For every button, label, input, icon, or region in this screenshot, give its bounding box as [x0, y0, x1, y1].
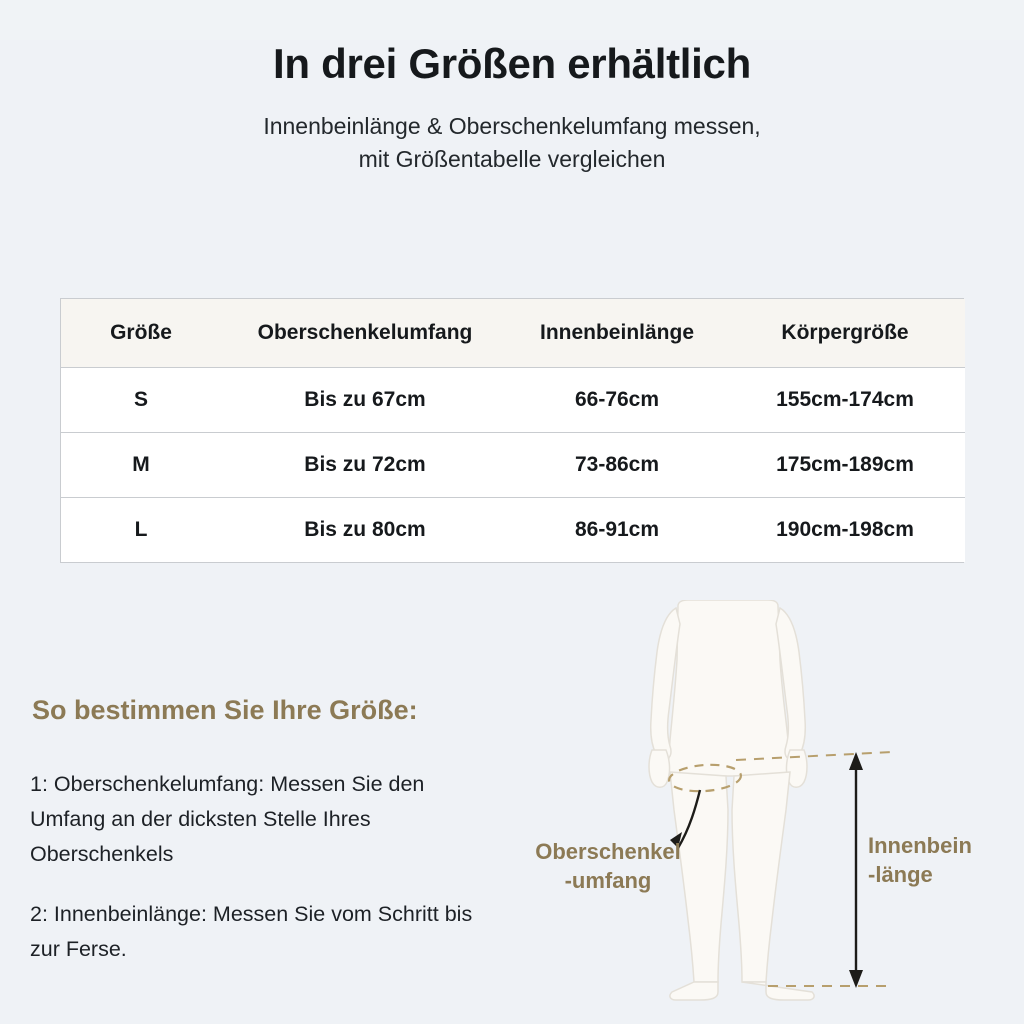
cell-thigh-circumference: Bis zu 80cm [221, 498, 509, 563]
body-silhouette-icon [649, 600, 814, 1000]
label-inseam-line-1: Innenbein [868, 833, 972, 858]
label-thigh-line-2: -umfang [564, 867, 652, 893]
size-table-body [61, 368, 965, 563]
cell-size: M [61, 433, 221, 498]
page-subtitle-line-2: mit Größentabelle vergleichen [358, 145, 666, 172]
size-table-head [61, 299, 965, 368]
size-guide-page [0, 40, 1024, 1024]
howto-title: So bestimmen Sie Ihre Größe: [32, 695, 418, 725]
label-thigh-line-1: Oberschenkel [535, 839, 681, 864]
howto-step-1: 1: Oberschenkelumfang: Messen Sie den Umfang an der dicksten Stelle Ihres Oberschenkels [30, 772, 425, 866]
size-table [61, 299, 965, 562]
column-header-body-height: Körpergröße [725, 299, 965, 368]
cell-size: S [61, 368, 221, 433]
column-header-inseam-length: Innenbeinlänge [509, 299, 725, 368]
page-title: In drei Größen erhältlich [273, 40, 751, 87]
cell-thigh-circumference: Bis zu 72cm [221, 433, 509, 498]
page-subtitle [0, 110, 1024, 175]
page-subtitle-line-1: Innenbeinlänge & Oberschenkelumfang messen, [263, 113, 761, 139]
howto-steps [30, 767, 500, 967]
inseam-measure-arrow-icon [849, 752, 863, 988]
cell-body-height: 175cm-189cm [725, 433, 965, 498]
column-header-thigh-circumference: Oberschenkelumfang [221, 299, 509, 368]
label-inseam-line-2: -länge [868, 861, 933, 887]
body-measure-illustration [500, 600, 1024, 1024]
table-row [61, 433, 965, 498]
howto-step-2: 2: Innenbeinlänge: Messen Sie vom Schritt bis zur Ferse. [30, 902, 473, 962]
cell-inseam-length: 66-76cm [509, 368, 725, 433]
table-row [61, 368, 965, 433]
cell-inseam-length: 73-86cm [509, 433, 725, 498]
cell-thigh-circumference: Bis zu 67cm [221, 368, 509, 433]
cell-inseam-length: 86-91cm [509, 498, 725, 563]
column-header-size: Größe [61, 299, 221, 368]
size-table-wrapper [60, 298, 964, 563]
cell-size: L [61, 498, 221, 563]
table-row [61, 498, 965, 563]
cell-body-height: 190cm-198cm [725, 498, 965, 563]
label-thigh-circumference [508, 838, 708, 895]
label-inseam-length [868, 832, 1018, 889]
table-header-row [61, 299, 965, 368]
cell-body-height: 155cm-174cm [725, 368, 965, 433]
